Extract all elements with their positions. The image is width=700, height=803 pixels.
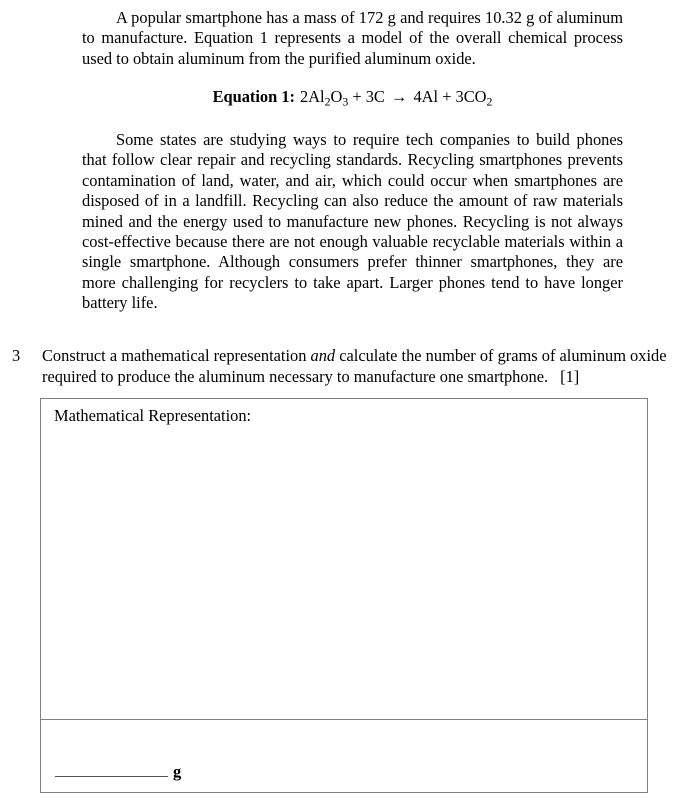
equation-arrow-icon: →	[390, 87, 408, 106]
answer-unit-grams: g	[173, 762, 182, 781]
question-row	[12, 346, 688, 387]
passage-paragraph-1: A popular smartphone has a mass of 172 g and requires 10.32 g of aluminum to manufacture. Equation 1 represents a model of the overall chemical process used to obtain aluminum from the purified aluminum oxide.	[82, 8, 623, 68]
equation-reactant-1-coefficient: 2	[300, 87, 309, 106]
question-text-part-1: Construct a mathematical representation	[42, 346, 311, 365]
mathematical-representation-work-area[interactable]	[41, 399, 647, 720]
equation-product-2-coefficient: 3	[455, 87, 464, 106]
answer-box	[40, 398, 648, 793]
equation-plus-1: +	[352, 87, 362, 106]
equation-product-2-formula: CO	[463, 87, 487, 106]
answer-line-row	[55, 764, 181, 780]
question-block	[12, 346, 688, 387]
passage-paragraph-1-container	[82, 8, 623, 69]
passage-paragraph-2-container	[82, 130, 623, 314]
equation-label: Equation 1:	[212, 87, 295, 106]
equation-product-1: 4Al	[413, 87, 439, 106]
mathematical-representation-label: Mathematical Representation:	[54, 406, 252, 425]
equation-reactant-2: 3C	[365, 87, 385, 106]
answer-blank-line[interactable]	[55, 776, 168, 777]
question-text	[42, 346, 688, 387]
equation-product-2-subscript: 2	[486, 94, 493, 109]
question-text-part-2: calculate the number of grams of aluminum oxide required to produce the aluminum necessary to manufacture one smartphone.	[42, 346, 667, 386]
equation-reactant-1-subscript-2: 3	[342, 94, 349, 109]
equation-reactant-1-element-2: O	[330, 87, 343, 106]
question-emphasis-and: and	[310, 346, 336, 365]
equation-reactant-1-subscript-1: 2	[324, 94, 331, 109]
question-marks: [1]	[560, 366, 580, 386]
equation-line	[82, 86, 623, 112]
equation-plus-2: +	[442, 87, 452, 106]
passage-paragraph-2: Some states are studying ways to require tech companies to build phones that follow clear repair and recycling standards. Recycling smartphones prevents contamination of land, water, and air, which could occur when smartphones are disposed of in a landfill. Recycling can also reduce the amount of raw materials mined and the energy used to manufacture new phones. Recycling is not always cost-effective because there are not enough valuable recyclable materials within a single smartphone. Although consumers prefer thinner smartphones, they are more challenging for recyclers to take apart. Larger phones tend to have longer battery life.	[82, 130, 623, 313]
equation-reactant-1-element-1: Al	[308, 87, 325, 106]
question-number: 3	[12, 346, 21, 365]
equation-formula	[300, 87, 493, 109]
final-answer-area[interactable]	[41, 720, 647, 792]
